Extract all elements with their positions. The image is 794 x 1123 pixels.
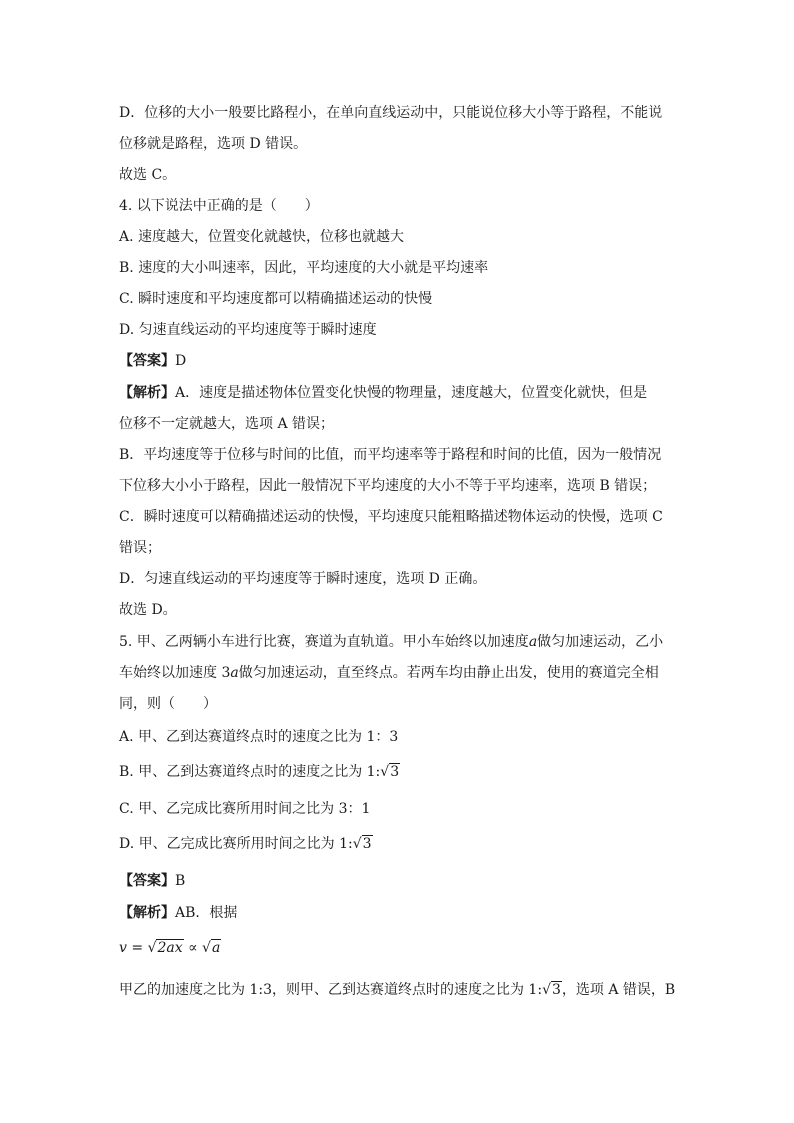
question-4-option-d: D. 匀速直线运动的平均速度等于瞬时速度 xyxy=(119,322,377,338)
formula-equals: = xyxy=(126,940,148,956)
question-5-stem: 同，则（ ） xyxy=(119,696,217,712)
radicand: 3 xyxy=(390,764,400,780)
explanation-5-line xyxy=(119,903,237,923)
question-5-option-d xyxy=(119,834,373,854)
option-text: D. 甲、乙完成比赛所用时间之比为 1: xyxy=(119,836,353,852)
radicand: 2ax xyxy=(157,940,183,956)
variable-a: a xyxy=(528,634,538,650)
explanation-text: ，选项 A 错误，B xyxy=(561,982,676,998)
explanation-text: A．速度是描述物体位置变化快慢的物理量，速度越大，位置变化就快，但是 xyxy=(175,385,648,401)
sqrt-expression: √3 xyxy=(380,764,400,780)
radicand: 3 xyxy=(362,836,372,852)
explanation-4-line xyxy=(119,383,647,403)
text-line: 位移就是路程，选项 D 错误。 xyxy=(119,136,308,152)
option-text: B. 甲、乙到达赛道终点时的速度之比为 1: xyxy=(119,764,381,780)
answer-tag: 【答案】 xyxy=(119,353,175,369)
radicand: 3 xyxy=(551,982,561,998)
explanation-4-line: 下位移大小小于路程，因此一般情况下平均速度的大小不等于平均速率，选项 B 错误； xyxy=(119,478,657,494)
question-5-text: 做匀加速运动，直至终点。若两车均由静止出发，使用的赛道完全相 xyxy=(238,665,659,681)
explanation-4-line: C．瞬时速度可以精确描述运动的快慢，平均速度只能粗略描述物体运动的快慢，选项 C xyxy=(119,509,663,525)
question-5-option-c: C. 甲、乙完成比赛所用时间之比为 3：1 xyxy=(119,801,371,817)
question-5-text: 做匀加速运动，乙小 xyxy=(537,634,664,650)
formula-v: v xyxy=(119,940,127,956)
text-line: 故选 C。 xyxy=(119,167,177,183)
explanation-5-line xyxy=(119,980,675,1000)
radicand: a xyxy=(211,940,221,956)
answer-value: B xyxy=(175,873,186,889)
question-4-option-b: B. 速度的大小叫速率，因此，平均速度的大小就是平均速率 xyxy=(119,260,489,276)
answer-4 xyxy=(119,351,186,371)
explanation-4-line: 故选 D。 xyxy=(119,602,177,618)
question-4-option-c: C. 瞬时速度和平均速度都可以精确描述运动的快慢 xyxy=(119,291,433,307)
explanation-tag: 【解析】 xyxy=(119,385,175,401)
explanation-text: 甲乙的加速度之比为 1:3，则甲、乙到达赛道终点时的速度之比为 1: xyxy=(119,982,543,998)
formula-line xyxy=(119,938,221,958)
question-5-stem xyxy=(119,663,659,683)
question-5-text: 车始终以加速度 3 xyxy=(119,665,231,681)
question-5-text: 5. 甲、乙两辆小车进行比赛，赛道为直轨道。甲小车始终以加速度 xyxy=(119,634,529,650)
text-line: D．位移的大小一般要比路程小，在单向直线运动中，只能说位移大小等于路程，不能说 xyxy=(119,105,663,121)
answer-tag: 【答案】 xyxy=(119,873,175,889)
answer-value: D xyxy=(175,353,187,369)
question-4-option-a: A. 速度越大，位置变化就越快，位移也就越大 xyxy=(119,229,405,245)
explanation-4-line: 位移不一定就越大，选项 A 错误； xyxy=(119,416,335,432)
question-5-option-b xyxy=(119,762,400,782)
explanation-4-line: D．匀速直线运动的平均速度等于瞬时速度，选项 D 正确。 xyxy=(119,571,487,587)
answer-5 xyxy=(119,871,185,891)
sqrt-expression: √3 xyxy=(352,836,372,852)
sqrt-expression: √2ax xyxy=(147,940,183,956)
variable-a: a xyxy=(230,665,239,681)
question-4-stem: 4. 以下说法中正确的是（ ） xyxy=(119,198,319,214)
question-5-option-a: A. 甲、乙到达赛道终点时的速度之比为 1：3 xyxy=(119,729,399,745)
sqrt-expression: √3 xyxy=(542,982,561,998)
explanation-text: AB．根据 xyxy=(175,905,238,921)
explanation-4-line: 错误； xyxy=(119,540,161,556)
formula-proportional: ∝ xyxy=(183,940,203,956)
explanation-tag: 【解析】 xyxy=(119,905,175,921)
question-5-stem xyxy=(119,632,663,652)
explanation-4-line: B．平均速度等于位移与时间的比值，而平均速率等于路程和时间的比值，因为一般情况 xyxy=(119,447,662,463)
sqrt-expression: √a xyxy=(202,940,221,956)
